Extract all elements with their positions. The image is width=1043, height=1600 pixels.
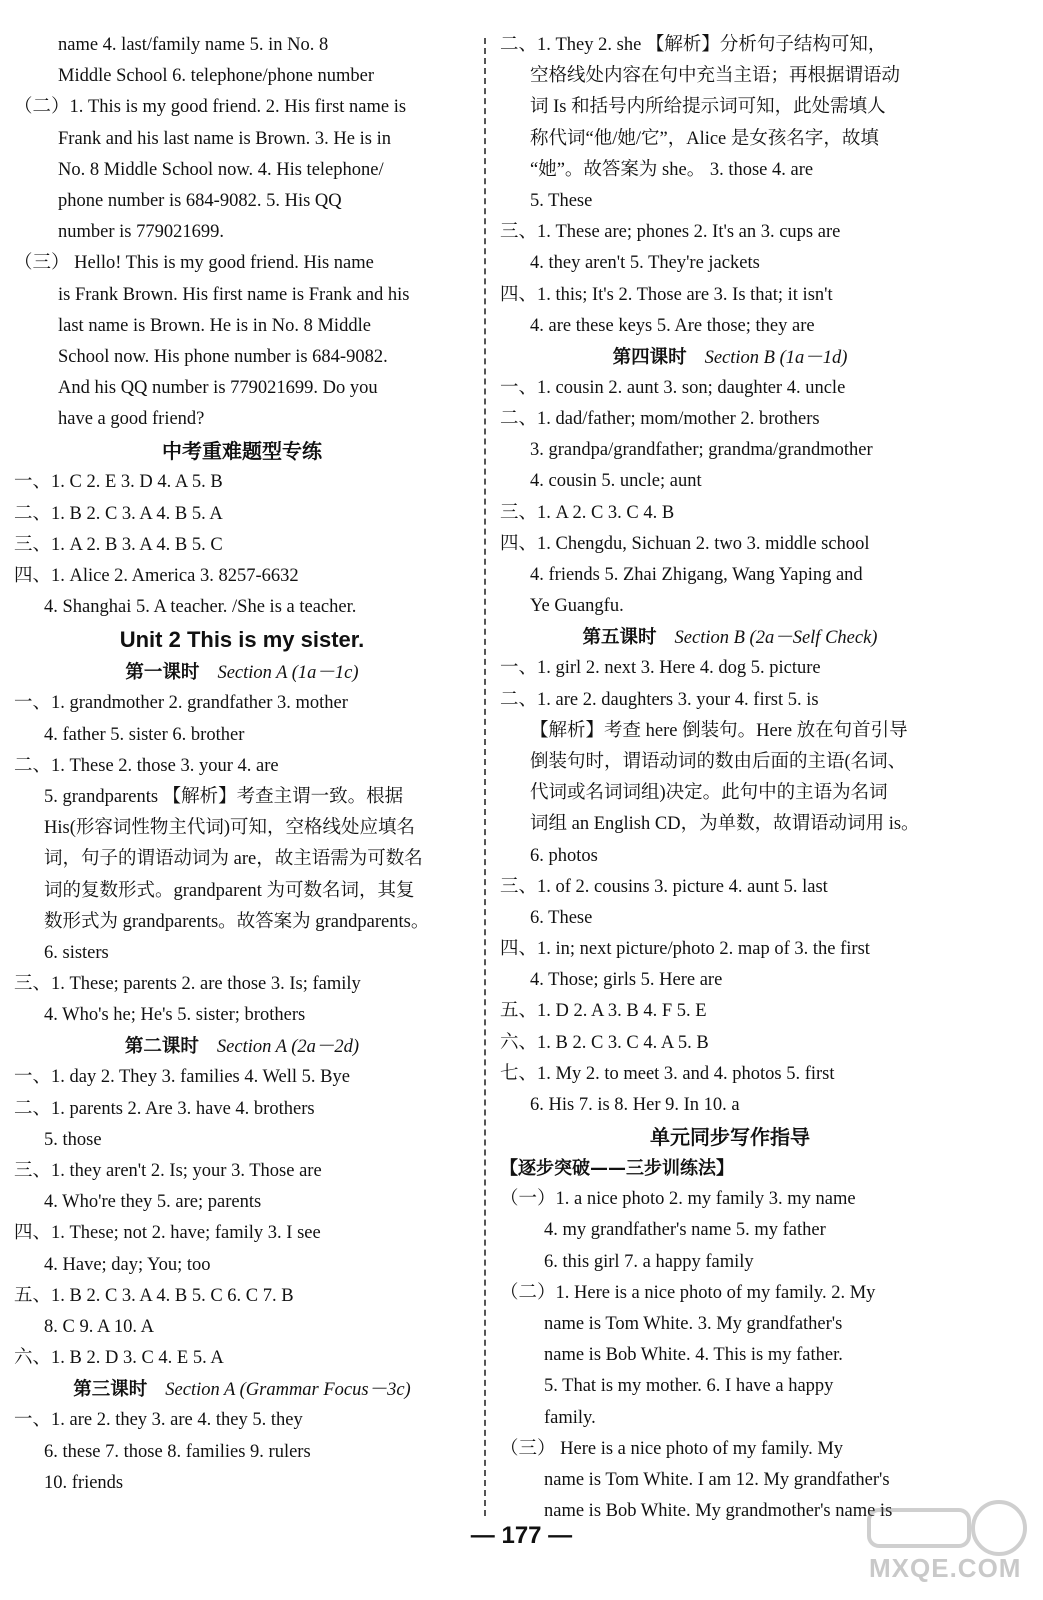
answer-line: 三、1. These are; phones 2. It's an 3. cups are [500,222,841,243]
lesson-section: Section B (2a－Self Check) [674,628,878,649]
answer-line: 【解析】考查 here 倒装句。Here 放在句首引导 [530,720,908,741]
answer-line: 四、1. These; not 2. have; family 3. I see [14,1223,321,1244]
answer-line: 5. That is my mother. 6. I have a happy [544,1376,834,1397]
answer-line: 5. grandparents 【解析】考查主谓一致。根据 [44,786,404,807]
answer-line: 一、1. grandmother 2. grandfather 3. mother [14,693,348,714]
answer-line: 5. These [530,190,593,211]
answer-line: 二、1. These 2. those 3. your 4. are [14,755,279,776]
answer-line: 三、1. of 2. cousins 3. picture 4. aunt 5. last [500,876,828,897]
answer-line: 二、1. are 2. daughters 3. your 4. first 5. is [500,689,819,710]
answer-line: 一、1. day 2. They 3. families 4. Well 5. Bye [14,1067,350,1088]
answer-line: 一、1. girl 2. next 3. Here 4. dog 5. picture [500,658,821,679]
section-heading: 中考重难题型专练 [162,439,322,464]
answer-line: Ye Guangfu. [530,596,624,617]
answer-line: 4. are these keys 5. Are those; they are [530,315,815,336]
unit-title: Unit 2 This is my sister. [119,627,365,653]
lesson-title [14,657,470,688]
answer-line: 词的复数形式。grandparent 为可数名词，其复 [44,880,415,901]
answer-line: 二、1. parents 2. Are 3. have 4. brothers [14,1098,315,1119]
answer-line: is Frank Brown. His first name is Frank and his [58,284,410,305]
lesson-title [500,342,960,373]
answer-line: 六、1. B 2. C 3. C 4. A 5. B [500,1032,709,1053]
lesson-label: 第四课时 [612,346,687,368]
answer-line: 数形式为 grandparents。故答案为 grandparents。 [44,911,430,932]
answer-line: name is Bob White. My grandmother's name is [544,1501,893,1522]
answer-line: 称代词“他/她/它”，Alice 是女孩名字，故填 [530,128,879,149]
answer-line: 4. father 5. sister 6. brother [44,724,245,745]
answer-line: “她”。故答案为 she。 3. those 4. are [530,159,814,180]
answer-line: phone number is 684-9082. 5. His QQ [58,190,342,211]
answer-line: 6. His 7. is 8. Her 9. In 10. a [530,1095,740,1115]
answer-line: 6. these 7. those 8. families 9. rulers [44,1441,311,1462]
answer-line: 四、1. Alice 2. America 3. 8257-6632 [14,566,299,586]
answer-line: 6. These [530,907,593,928]
answer-line: 词 Is 和括号内所给提示词可知，此处需填人 [530,97,886,118]
answer-line: （一）1. a nice photo 2. my family 3. my name [500,1189,856,1210]
answer-line: 四、1. Chengdu, Sichuan 2. two 3. middle school [500,533,870,554]
lesson-label: 第二课时 [124,1036,199,1058]
answer-line: Middle School 6. telephone/phone number [58,66,374,87]
answer-line: 三、1. These; parents 2. are those 3. Is; family [14,974,361,995]
lesson-title [500,622,960,653]
answer-line: 4. Who's he; He's 5. sister; brothers [44,1005,306,1026]
answer-line: 词组 an English CD，为单数，故谓语动词用 is。 [530,814,920,835]
page-number: — 177 — [470,1522,573,1549]
answer-line: 五、1. D 2. A 3. B 4. F 5. E [500,1001,707,1022]
answer-line: 4. Have; day; You; too [44,1254,211,1275]
answer-line: 4. my grandfather's name 5. my father [544,1220,826,1241]
answer-line: 代词或名词词组)决定。此句中的主语为名词 [530,783,888,804]
lesson-section: Section A (Grammar Focus－3c) [165,1380,411,1401]
answer-line: 三、1. A 2. C 3. C 4. B [500,502,675,523]
lesson-section: Section A (2a－2d) [216,1037,360,1058]
answer-line: name is Bob White. 4. This is my father. [544,1345,843,1366]
answer-line: 五、1. B 2. C 3. A 4. B 5. C 6. C 7. B [14,1285,294,1306]
lesson-title [14,1031,470,1062]
answer-line: 6. this girl 7. a happy family [544,1251,754,1272]
answer-line: name is Tom White. 3. My grandfather's [544,1313,843,1334]
answer-line: 二、1. dad/father; mom/mother 2. brothers [500,409,820,430]
lesson-label: 第三课时 [73,1379,148,1401]
answer-line: 10. friends [44,1472,124,1493]
answer-line: family. [544,1407,596,1428]
answer-line: 一、1. are 2. they 3. are 4. they 5. they [14,1410,303,1431]
answer-line: 5. those [44,1129,102,1150]
answer-line: 一、1. C 2. E 3. D 4. A 5. B [14,472,223,493]
answer-line: 七、1. My 2. to meet 3. and 4. photos 5. first [500,1063,835,1084]
section-heading: 单元同步写作指导 [650,1125,810,1150]
answer-line: 三、1. A 2. B 3. A 4. B 5. C [14,534,223,555]
answer-line: 4. Shanghai 5. A teacher. /She is a teacher. [44,597,357,618]
answer-line: 4. friends 5. Zhai Zhigang, Wang Yaping and [530,565,863,585]
answer-line: have a good friend? [58,409,205,430]
answer-line: name 4. last/family name 5. in No. 8 [58,35,329,55]
answer-line: last name is Brown. He is in No. 8 Middle [58,315,371,336]
answer-line: （三） Here is a nice photo of my family. My [500,1438,844,1459]
answer-line: 二、1. They 2. she 【解析】分析句子结构可知， [500,35,887,55]
left-column [14,30,470,1499]
answer-line: 六、1. B 2. D 3. C 4. E 5. A [14,1348,224,1369]
answer-line: （二）1. This is my good friend. 2. His first name is [14,97,407,118]
answer-line: 4. Those; girls 5. Here are [530,970,723,991]
lesson-section: Section A (1a－1c) [217,663,359,684]
answer-line: 4. Who're they 5. are; parents [44,1192,262,1213]
lesson-title [14,1374,470,1405]
answer-line: 4. they aren't 5. They're jackets [530,253,760,274]
subsection-title: 【逐步突破——三步训练法】 [500,1158,734,1180]
answer-line: （三） Hello! This is my good friend. His name [14,253,374,274]
right-column [500,30,960,1527]
answer-line: And his QQ number is 779021699. Do you [58,378,378,399]
answer-line: 3. grandpa/grandfather; grandma/grandmother [530,440,873,461]
answer-line: No. 8 Middle School now. 4. His telephone/ [58,159,384,180]
watermark-text: MXQE.COM [869,1553,1022,1583]
answer-line: 四、1. this; It's 2. Those are 3. Is that; it isn't [500,284,833,305]
answer-line: Frank and his last name is Brown. 3. He is in [58,128,391,149]
answer-line: 四、1. in; next picture/photo 2. map of 3. the first [500,939,870,960]
answer-line: 倒装句时，谓语动词的数由后面的主语(名词、 [530,751,907,772]
answer-line: 6. sisters [44,942,109,963]
answer-line: 一、1. cousin 2. aunt 3. son; daughter 4. uncle [500,377,846,398]
column-divider [484,38,486,1516]
answer-line: name is Tom White. I am 12. My grandfather's [544,1469,890,1490]
answer-line: 词，句子的谓语动词为 are，故主语需为可数名 [44,849,423,870]
lesson-section: Section B (1a－1d) [704,347,848,368]
answer-line: 二、1. B 2. C 3. A 4. B 5. A [14,503,223,524]
answer-line: （二）1. Here is a nice photo of my family. 2. My [500,1282,876,1303]
watermark-logo [849,1494,1029,1590]
answer-line: 三、1. they aren't 2. Is; your 3. Those are [14,1161,322,1181]
lesson-label: 第五课时 [582,627,657,649]
answer-line: 4. cousin 5. uncle; aunt [530,471,702,492]
answer-line: 6. photos [530,845,598,866]
lesson-label: 第一课时 [125,662,200,684]
answer-line: School now. His phone number is 684-9082. [58,346,388,367]
answer-line: 8. C 9. A 10. A [44,1316,154,1337]
answer-line: 空格线处内容在句中充当主语；再根据谓语动 [530,66,901,87]
answer-line: His(形容词性物主代词)可知，空格线处应填名 [44,818,416,839]
answer-line: number is 779021699. [58,222,224,243]
